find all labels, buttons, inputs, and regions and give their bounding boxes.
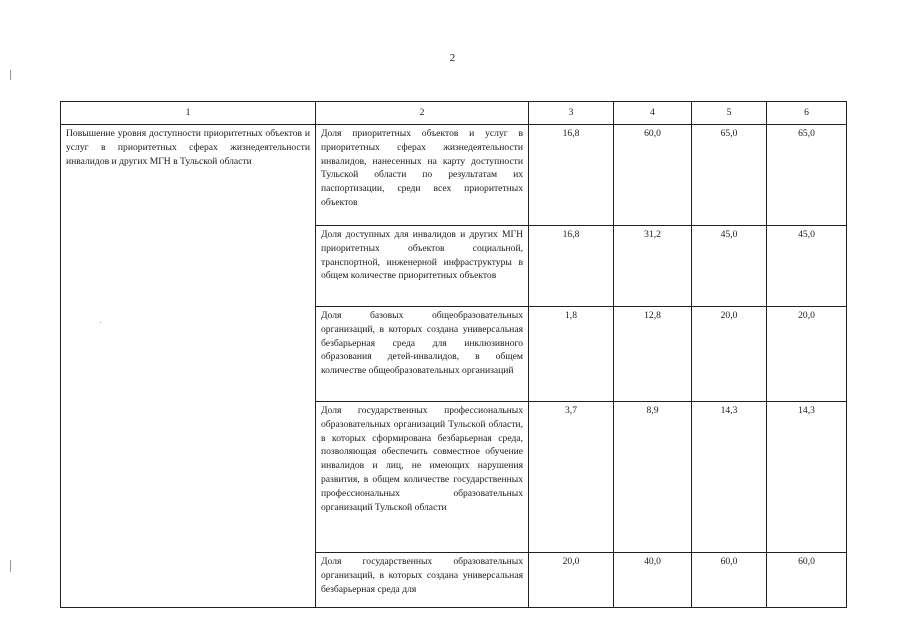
value-cell: 60,0: [767, 553, 847, 608]
value-cell: 65,0: [692, 125, 767, 226]
value-cell: 40,0: [614, 553, 692, 608]
indicator-cell: Доля базовых общеобразовательных организаций, в которых создана универсальная безбарьерная среда для инклюзивного образования детей-инвалидов, в общем количестве общеобразовательных организаций: [316, 307, 529, 402]
goal-cell: Повышение уровня доступности приоритетных объектов и услуг в приоритетных сферах жизнедеятельности инвалидов и других МГН в Тульской области: [61, 125, 316, 608]
value-cell: 20,0: [692, 307, 767, 402]
value-cell: 16,8: [529, 226, 614, 307]
value-cell: 45,0: [767, 226, 847, 307]
value-cell: 20,0: [529, 553, 614, 608]
header-col-3: 3: [529, 102, 614, 125]
value-cell: 20,0: [767, 307, 847, 402]
indicators-table: [60, 101, 847, 608]
value-cell: 14,3: [692, 402, 767, 553]
header-col-4: 4: [614, 102, 692, 125]
header-col-1: 1: [61, 102, 316, 125]
header-col-6: 6: [767, 102, 847, 125]
scan-speck: [100, 322, 101, 323]
value-cell: 1,8: [529, 307, 614, 402]
value-cell: 60,0: [614, 125, 692, 226]
value-cell: 12,8: [614, 307, 692, 402]
value-cell: 8,9: [614, 402, 692, 553]
value-cell: 3,7: [529, 402, 614, 553]
header-col-5: 5: [692, 102, 767, 125]
header-row: [61, 102, 847, 125]
value-cell: 60,0: [692, 553, 767, 608]
value-cell: 65,0: [767, 125, 847, 226]
value-cell: 14,3: [767, 402, 847, 553]
table-row: [61, 125, 847, 226]
value-cell: 31,2: [614, 226, 692, 307]
header-col-2: 2: [316, 102, 529, 125]
value-cell: 45,0: [692, 226, 767, 307]
value-cell: 16,8: [529, 125, 614, 226]
scan-speck: [10, 560, 11, 572]
scan-speck: [10, 70, 11, 80]
indicator-cell: Доля государственных образовательных организаций, в которых создана универсальная безбарьерная среда для: [316, 553, 529, 608]
page-number: 2: [449, 52, 456, 64]
indicator-cell: Доля приоритетных объектов и услуг в приоритетных сферах жизнедеятельности инвалидов, нанесенных на карту доступности Тульской области по результатам их паспортизации, среди всех приоритетных объектов: [316, 125, 529, 226]
indicator-cell: Доля доступных для инвалидов и других МГН приоритетных объектов социальной, транспортной, инженерной инфраструктуры в общем количестве приоритетных объектов: [316, 226, 529, 307]
indicator-cell: Доля государственных профессиональных образовательных организаций Тульской области, в которых сформирована безбарьерная среда, позволяющая обеспечить совместное обучение инвалидов и лиц, не имеющих нарушения развития, в общем количестве государственных профессиональных образовательных организаций Тульской области: [316, 402, 529, 553]
